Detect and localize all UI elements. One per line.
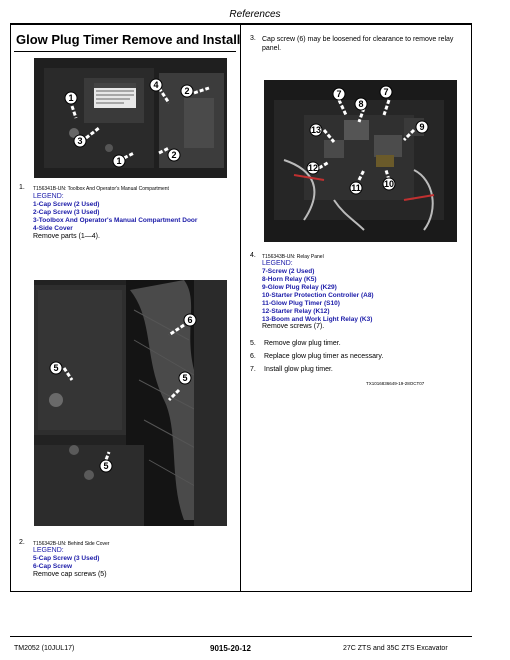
footer-model: 27C ZTS and 35C ZTS Excavator bbox=[343, 645, 448, 652]
fig4-callout-12: 12 bbox=[307, 163, 319, 173]
figure-4-instruction: Remove screws (7). bbox=[262, 323, 325, 330]
figure-2-photo bbox=[34, 280, 227, 526]
legend-item: 2-Cap Screw (3 Used) bbox=[33, 209, 100, 216]
column-divider bbox=[240, 24, 241, 592]
figure-2-instruction: Remove cap screws (5) bbox=[33, 571, 107, 578]
figure-1-legend-head: LEGEND: bbox=[33, 193, 64, 200]
legend-item: 12-Starter Relay (K12) bbox=[262, 308, 330, 315]
figure-2-illustration bbox=[34, 280, 227, 526]
footer-page-number: 9015-20-12 bbox=[210, 644, 251, 653]
figure-4-illustration bbox=[264, 80, 457, 242]
fig1-callout-2b: 2 bbox=[171, 150, 177, 160]
fig2-callout-5b: 5 bbox=[182, 373, 188, 383]
legend-item: 3-Toolbox And Operator's Manual Compartment Door bbox=[33, 217, 198, 224]
document-id: TX1016836649-19-28OCT07 bbox=[366, 381, 425, 386]
header-title: References bbox=[229, 9, 281, 20]
step-3-text: Cap screw (6) may be loosened for clearance to remove relay panel. bbox=[262, 36, 454, 52]
fig4-callout-10: 10 bbox=[383, 179, 395, 189]
step-5-text: Remove glow plug timer. bbox=[264, 340, 341, 347]
fig4-callout-11: 11 bbox=[351, 183, 361, 193]
section-title: Glow Plug Timer Remove and Install bbox=[16, 32, 241, 47]
figure-2-legend-head: LEGEND: bbox=[33, 547, 64, 554]
figure-1-illustration bbox=[34, 58, 227, 178]
fig2-callout-6: 6 bbox=[187, 315, 193, 325]
figure-1-photo bbox=[34, 58, 227, 178]
fig4-callout-13: 13 bbox=[310, 125, 322, 135]
fig1-callout-4: 4 bbox=[153, 80, 159, 90]
figure-1-number: 1. bbox=[19, 184, 25, 191]
footer-rule bbox=[10, 636, 472, 637]
legend-item: 7-Screw (2 Used) bbox=[262, 268, 315, 275]
figure-2-legend bbox=[33, 555, 99, 571]
figure-4-caption: T156343B-UN: Relay Panel bbox=[262, 254, 324, 260]
figure-2-caption: T156342B-UN: Behind Side Cover bbox=[33, 541, 110, 547]
legend-item: 6-Cap Screw bbox=[33, 563, 73, 570]
figure-4-legend bbox=[262, 268, 374, 324]
fig4-callout-9: 9 bbox=[419, 122, 425, 132]
fig4-callout-7a: 7 bbox=[336, 89, 342, 99]
figure-4-legend-head: LEGEND: bbox=[262, 260, 293, 267]
fig1-callout-2a: 2 bbox=[184, 86, 190, 96]
legend-item: 10-Starter Protection Controller (A8) bbox=[262, 292, 374, 299]
fig1-callout-1: 1 bbox=[68, 93, 74, 103]
figure-1-caption: T156341B-UN: Toolbox And Operator's Manual Compartment bbox=[33, 186, 169, 192]
step-7-number: 7. bbox=[250, 366, 256, 373]
legend-item: 9-Glow Plug Relay (K29) bbox=[262, 284, 337, 291]
step-7-text: Install glow plug timer. bbox=[264, 366, 333, 373]
figure-4-number: 4. bbox=[250, 252, 256, 259]
fig4-callout-8: 8 bbox=[358, 99, 364, 109]
step-6-text: Replace glow plug timer as necessary. bbox=[264, 353, 384, 360]
fig2-callout-5c: 5 bbox=[103, 461, 109, 471]
legend-item: 5-Cap Screw (3 Used) bbox=[33, 555, 100, 562]
fig1-callout-3: 3 bbox=[77, 136, 83, 146]
fig4-callout-7b: 7 bbox=[383, 87, 389, 97]
legend-item: 4-Side Cover bbox=[33, 225, 73, 232]
step-5-number: 5. bbox=[250, 340, 256, 347]
fig1-callout-1b: 1 bbox=[116, 156, 122, 166]
title-rule bbox=[14, 51, 236, 52]
legend-item: 11-Glow Plug Timer (S10) bbox=[262, 300, 340, 307]
footer-manual-code: TM2052 (10JUL17) bbox=[14, 645, 75, 652]
figure-2-number: 2. bbox=[19, 539, 25, 546]
legend-item: 1-Cap Screw (2 Used) bbox=[33, 201, 100, 208]
legend-item: 8-Horn Relay (K5) bbox=[262, 276, 317, 283]
fig2-callout-5a: 5 bbox=[53, 363, 59, 373]
step-3-number: 3. bbox=[250, 35, 256, 42]
step-6-number: 6. bbox=[250, 353, 256, 360]
figure-4-photo bbox=[264, 80, 457, 242]
legend-item: 13-Boom and Work Light Relay (K3) bbox=[262, 316, 373, 323]
figure-1-instruction: Remove parts (1—4). bbox=[33, 233, 100, 240]
figure-1-legend bbox=[33, 201, 197, 233]
